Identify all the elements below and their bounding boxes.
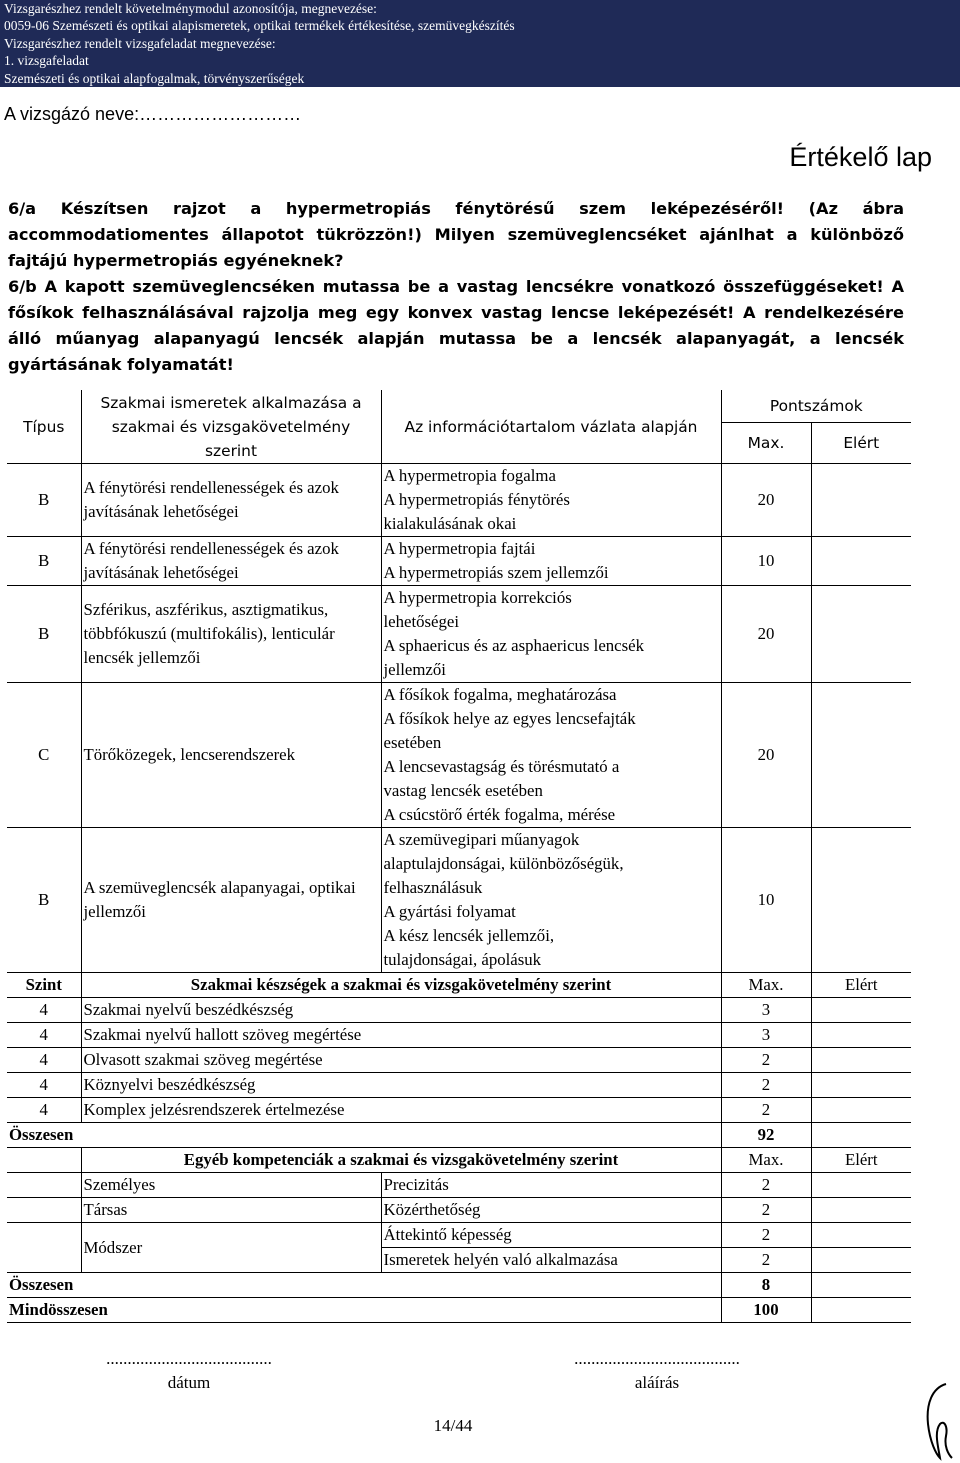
page-number: 14/44 xyxy=(433,1416,473,1435)
signature-block xyxy=(522,1347,792,1395)
date-block xyxy=(84,1347,294,1395)
candidate-name-line: A vizsgázó neve:……………………… xyxy=(4,104,302,124)
document-header xyxy=(0,0,960,87)
row-skill: A fénytörési rendellenességek és azok javításának lehetőségei xyxy=(81,464,381,537)
other-max: 2 xyxy=(721,1223,811,1248)
date-label: dátum xyxy=(167,1373,211,1392)
row-max: 20 xyxy=(721,586,811,683)
row-elert xyxy=(811,537,911,586)
other-item: Közérthetőség xyxy=(381,1198,721,1223)
table-row xyxy=(7,828,911,973)
task-description xyxy=(8,196,904,378)
row-skill: A szemüveglencsék alapanyagai, optikai jellemzői xyxy=(81,828,381,973)
skills-head-level: Szint xyxy=(7,973,81,998)
row-info xyxy=(381,464,721,537)
info-line: A hypermetropiás fénytörés xyxy=(383,490,570,509)
info-line: A szemüvegipari műanyagok xyxy=(383,830,580,849)
skill-max: 3 xyxy=(721,998,811,1023)
table-row xyxy=(7,683,911,828)
info-line: A hypermetropiás szem jellemzői xyxy=(383,563,609,582)
total2-max: 8 xyxy=(721,1273,811,1298)
signature-label: aláírás xyxy=(634,1373,680,1392)
task-6a: 6/a Készítsen rajzot a hypermetropiás fénytörésű szem leképezéséről! (Az ábra accommodatiomentes állapotot tükrözzön!) Milyen szemüveglencséket ajánlhat a különböző fajtájú hypermetropiás egyéneknek? xyxy=(8,199,904,270)
skill-label: Szakmai nyelvű beszédkészség xyxy=(81,998,721,1023)
other-item: Precizitás xyxy=(381,1173,721,1198)
other-elert xyxy=(811,1223,911,1248)
skills-row xyxy=(7,1073,911,1098)
table-row xyxy=(7,464,911,537)
col-head-tipus: Típus xyxy=(7,390,81,464)
other-max: 2 xyxy=(721,1248,811,1273)
skill-label: Szakmai nyelvű hallott szöveg megértése xyxy=(81,1023,721,1048)
skill-max: 3 xyxy=(721,1023,811,1048)
row-skill: Törőközegek, lencserendszerek xyxy=(81,683,381,828)
info-line: A sphaericus és az asphaericus lencsék xyxy=(383,636,644,655)
info-line: tulajdonságai, ápolásuk xyxy=(383,950,542,969)
other-elert xyxy=(811,1173,911,1198)
other-row xyxy=(7,1198,911,1223)
info-line: A lencsevastagság és törésmutató a xyxy=(383,757,620,776)
skill-elert xyxy=(811,1098,911,1123)
header-line-2: 0059-06 Szemészeti és optikai alapismeretek, optikai termékek értékesítése, szemüvegkészítés xyxy=(4,18,515,34)
other-blank xyxy=(7,1223,81,1273)
other-max: 2 xyxy=(721,1173,811,1198)
col-head-points: Pontszámok xyxy=(721,390,911,423)
other-blank xyxy=(7,1173,81,1198)
skill-level: 4 xyxy=(7,1023,81,1048)
row-elert xyxy=(811,464,911,537)
row-max: 10 xyxy=(721,537,811,586)
other-head-label: Egyéb kompetenciák a szakmai és vizsgakövetelmény szerint xyxy=(81,1148,721,1173)
handwritten-signature-icon xyxy=(918,1380,958,1462)
table-row xyxy=(7,586,911,683)
row-elert xyxy=(811,683,911,828)
row-skill: A fénytörési rendellenességek és azok javításának lehetőségei xyxy=(81,537,381,586)
other-elert xyxy=(811,1198,911,1223)
info-line: A fősíkok fogalma, meghatározása xyxy=(383,685,617,704)
row-type: B xyxy=(7,828,81,973)
total-elert xyxy=(811,1123,911,1148)
col-head-elert: Elért xyxy=(843,434,880,452)
row-max: 20 xyxy=(721,683,811,828)
row-elert xyxy=(811,586,911,683)
skills-row xyxy=(7,1023,911,1048)
skill-max: 2 xyxy=(721,1073,811,1098)
grand-total-max: 100 xyxy=(721,1298,811,1323)
table-row xyxy=(7,537,911,586)
row-info xyxy=(381,586,721,683)
row-info xyxy=(381,828,721,973)
skills-row xyxy=(7,1098,911,1123)
col-head-max: Max. xyxy=(721,423,811,464)
col-head-info: Az információtartalom vázlata alapján xyxy=(381,390,721,464)
info-line: alaptulajdonságai, különbözőségük, xyxy=(383,854,624,873)
header-line-4: 1. vizsgafeladat xyxy=(4,53,89,69)
evaluation-table xyxy=(7,390,911,1323)
row-info xyxy=(381,683,721,828)
skills-row xyxy=(7,1048,911,1073)
grand-total-row xyxy=(7,1298,911,1323)
row-max: 10 xyxy=(721,828,811,973)
grand-total-label: Mindösszesen xyxy=(7,1298,721,1323)
info-line: A hypermetropia fajtái xyxy=(383,539,536,558)
other-head-elert: Elért xyxy=(811,1148,911,1173)
grand-total-elert xyxy=(811,1298,911,1323)
page-title-text: Értékelő lap xyxy=(789,142,932,172)
total2-label: Összesen xyxy=(7,1273,721,1298)
other-row xyxy=(7,1223,911,1248)
skills-head-label: Szakmai készségek a szakmai és vizsgakövetelmény szerint xyxy=(81,973,721,998)
row-type: B xyxy=(7,464,81,537)
skills-header-row xyxy=(7,973,911,998)
skill-elert xyxy=(811,1048,911,1073)
info-line: A gyártási folyamat xyxy=(383,902,516,921)
other-elert xyxy=(811,1248,911,1273)
signature-dots: ....................................... xyxy=(574,1349,740,1368)
row-info xyxy=(381,537,721,586)
other-max: 2 xyxy=(721,1198,811,1223)
date-dots: ....................................... xyxy=(106,1349,272,1368)
other-blank xyxy=(7,1198,81,1223)
page-title xyxy=(0,142,930,173)
skill-level: 4 xyxy=(7,1098,81,1123)
other-group: Társas xyxy=(81,1198,381,1223)
total2-elert xyxy=(811,1273,911,1298)
skill-max: 2 xyxy=(721,1048,811,1073)
other-item: Áttekintő képesség xyxy=(381,1223,721,1248)
row-elert xyxy=(811,828,911,973)
info-line: felhasználásuk xyxy=(383,878,483,897)
row-type: C xyxy=(7,683,81,828)
skill-max: 2 xyxy=(721,1098,811,1123)
skill-label: Olvasott szakmai szöveg megértése xyxy=(81,1048,721,1073)
skill-level: 4 xyxy=(7,1073,81,1098)
col-head-skill: Szakmai ismeretek alkalmazása a szakmai és vizsgakövetelmény szerint xyxy=(81,390,381,464)
row-type: B xyxy=(7,586,81,683)
info-line: lehetőségei xyxy=(383,612,459,631)
total-label: Összesen xyxy=(7,1123,721,1148)
other-row xyxy=(7,1173,911,1198)
skills-head-elert: Elért xyxy=(811,973,911,998)
header-line-5: Szemészeti és optikai alapfogalmak, törvényszerűségek xyxy=(4,70,305,86)
skill-elert xyxy=(811,998,911,1023)
task-6b: 6/b A kapott szemüveglencséken mutassa be a vastag lencsékre vonatkozó összefüggéseket! A fősíkok felhasználásával rajzolja meg egy konvex vastag lencse leképezését! A rendelkezésére álló műanyag alapanyagú lencsék alapján mutassa be a lencsék alapanyagát, a lencsék gyártásának folyamatát! xyxy=(8,277,904,374)
skills-row xyxy=(7,998,911,1023)
total-row xyxy=(7,1123,911,1148)
info-line: vastag lencsék esetében xyxy=(383,781,543,800)
skill-elert xyxy=(811,1073,911,1098)
header-line-1: Vizsgarészhez rendelt követelménymodul azonosítója, megnevezése: xyxy=(4,1,377,16)
other-header-row xyxy=(7,1148,911,1173)
row-skill: Szférikus, aszférikus, asztigmatikus, többfókuszú (multifokális), lenticulár lencsék jellemzői xyxy=(81,586,381,683)
other-head-max: Max. xyxy=(721,1148,811,1173)
skill-elert xyxy=(811,1023,911,1048)
row-type: B xyxy=(7,537,81,586)
total-row xyxy=(7,1273,911,1298)
other-head-blank xyxy=(7,1148,81,1173)
skills-head-max: Max. xyxy=(721,973,811,998)
header-line-3: Vizsgarészhez rendelt vizsgafeladat megnevezése: xyxy=(4,35,276,51)
info-line: A csúcstörő érték fogalma, mérése xyxy=(383,805,616,824)
info-line: A kész lencsék jellemzői, xyxy=(383,926,555,945)
info-line: jellemzői xyxy=(383,660,446,679)
other-group: Módszer xyxy=(81,1223,381,1273)
skill-label: Köznyelvi beszédkészség xyxy=(81,1073,721,1098)
other-item: Ismeretek helyén való alkalmazása xyxy=(381,1248,721,1273)
skill-level: 4 xyxy=(7,998,81,1023)
info-line: A fősíkok helye az egyes lencsefajták xyxy=(383,709,636,728)
row-max: 20 xyxy=(721,464,811,537)
info-line: kialakulásának okai xyxy=(383,514,517,533)
total-max: 92 xyxy=(721,1123,811,1148)
info-line: A hypermetropia korrekciós xyxy=(383,588,572,607)
skill-level: 4 xyxy=(7,1048,81,1073)
info-line: A hypermetropia fogalma xyxy=(383,466,556,485)
skill-label: Komplex jelzésrendszerek értelmezése xyxy=(81,1098,721,1123)
other-group: Személyes xyxy=(81,1173,381,1198)
info-line: esetében xyxy=(383,733,442,752)
